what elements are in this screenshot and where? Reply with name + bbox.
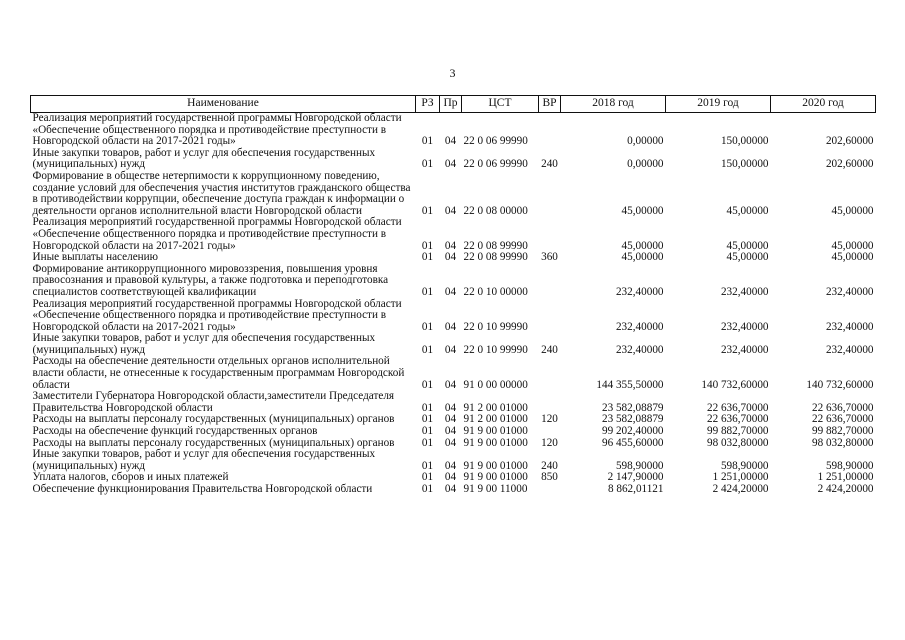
table-row <box>31 171 876 217</box>
cell-name: Расходы на выплаты персоналу государственных (муниципальных) органов <box>32 436 395 449</box>
cell-name: Иные выплаты населению <box>32 251 158 264</box>
cell-pr: 04 <box>444 285 457 298</box>
cell-2020: 1 251,00000 <box>817 471 874 484</box>
cell-2018: 96 455,60000 <box>601 436 664 449</box>
cell-2019: 22 636,70000 <box>706 413 769 426</box>
cell-2020: 2 424,20000 <box>817 483 874 495</box>
cell-cst: 22 0 06 99990 <box>463 135 528 148</box>
cell-name: Заместители Губернатора Новгородской области,заместители Председателя Правительства Новгородской области <box>32 390 395 414</box>
cell-vr <box>539 217 561 252</box>
cell-rz: 01 <box>421 483 434 495</box>
header-cst: ЦСТ <box>462 96 539 113</box>
cell-cst: 91 9 00 01000 <box>463 459 528 472</box>
cell-2019: 140 732,60000 <box>701 378 769 391</box>
cell-pr: 04 <box>444 343 457 356</box>
cell-name: Иные закупки товаров, работ и услуг для обеспечения государственных (муниципальных) нужд <box>32 448 376 472</box>
cell-2019: 2 424,20000 <box>712 483 769 495</box>
table-row <box>31 333 876 356</box>
header-pr: Пр <box>440 96 462 113</box>
cell-2018: 8 862,01121 <box>607 483 664 495</box>
cell-cst: 91 9 00 01000 <box>463 471 528 484</box>
cell-2019: 232,40000 <box>720 285 769 298</box>
cell-cst: 22 0 06 99990 <box>463 158 528 171</box>
cell-vr: 240 <box>541 459 558 472</box>
cell-2019: 232,40000 <box>720 320 769 333</box>
table-row <box>31 391 876 414</box>
table-row <box>31 449 876 472</box>
cell-name: Формирование в обществе нетерпимости к коррупционному поведению, создание условий для обеспечения участия институтов гражданского общества в противодействии коррупции, обеспечение доступа граждан к информации о деятельности органов исполнительной власти Новгородской области <box>32 169 411 217</box>
cell-cst: 22 0 08 99990 <box>463 239 528 252</box>
cell-2020: 140 732,60000 <box>806 378 874 391</box>
cell-2020: 98 032,80000 <box>811 436 874 449</box>
cell-rz: 01 <box>421 135 434 148</box>
page-number: 3 <box>449 66 456 80</box>
cell-vr: 240 <box>541 343 558 356</box>
cell-2020: 202,60000 <box>825 135 874 148</box>
cell-pr: 04 <box>444 483 457 495</box>
table-row <box>31 356 876 391</box>
cell-vr <box>539 299 561 334</box>
cell-pr: 04 <box>444 471 457 484</box>
cell-pr: 04 <box>444 401 457 414</box>
cell-2018: 232,40000 <box>615 285 664 298</box>
cell-2019: 45,00000 <box>726 204 769 217</box>
cell-rz: 01 <box>421 413 434 426</box>
cell-pr: 04 <box>444 251 457 264</box>
cell-pr: 04 <box>444 425 457 438</box>
cell-name: Расходы на обеспечение функций государственных органов <box>32 425 318 438</box>
cell-2019: 150,00000 <box>720 158 769 171</box>
table-row <box>31 148 876 171</box>
table-row <box>31 484 876 496</box>
cell-cst: 22 0 08 00000 <box>463 204 528 217</box>
cell-cst: 22 0 10 99990 <box>463 320 528 333</box>
header-name: Наименование <box>31 96 416 113</box>
cell-cst: 91 2 00 01000 <box>463 413 528 426</box>
cell-name: Расходы на обеспечение деятельности отдельных органов исполнительной власти области, не отнесенные к государственным программам Новгородской области <box>32 355 405 391</box>
cell-2020: 202,60000 <box>825 158 874 171</box>
cell-vr <box>539 356 561 391</box>
cell-rz: 01 <box>421 343 434 356</box>
header-vr: ВР <box>539 96 561 113</box>
table-row <box>31 252 876 264</box>
cell-pr: 04 <box>444 204 457 217</box>
cell-2019: 150,00000 <box>720 135 769 148</box>
header-2019: 2019 год <box>666 96 771 113</box>
cell-rz: 01 <box>421 239 434 252</box>
cell-2019: 1 251,00000 <box>712 471 769 484</box>
cell-2018: 598,90000 <box>615 459 664 472</box>
cell-2019: 22 636,70000 <box>706 401 769 414</box>
cell-rz: 01 <box>421 158 434 171</box>
cell-pr: 04 <box>444 436 457 449</box>
cell-pr: 04 <box>444 320 457 333</box>
header-2018: 2018 год <box>561 96 666 113</box>
cell-vr: 240 <box>541 158 558 171</box>
cell-2020: 99 882,70000 <box>811 425 874 438</box>
cell-2019: 99 882,70000 <box>706 425 769 438</box>
cell-name: Реализация мероприятий государственной программы Новгородской области «Обеспечение общественного порядка и противодействие преступности в Новгородской области на 2017-2021 годы» <box>32 112 402 148</box>
cell-vr: 120 <box>541 413 558 426</box>
cell-2019: 45,00000 <box>726 251 769 264</box>
cell-2020: 232,40000 <box>825 320 874 333</box>
cell-cst: 91 2 00 01000 <box>463 401 528 414</box>
cell-2019: 45,00000 <box>726 239 769 252</box>
cell-rz: 01 <box>421 471 434 484</box>
cell-name: Формирование антикоррупционного мировоззрения, повышения уровня правосознания и правовой культуры, а также подготовка и переподготовка специалистов соответствующей квалификации <box>32 262 389 298</box>
cell-vr <box>539 264 561 299</box>
cell-2018: 232,40000 <box>615 320 664 333</box>
table-row <box>31 217 876 252</box>
cell-name: Иные закупки товаров, работ и услуг для обеспечения государственных (муниципальных) нужд <box>32 332 376 356</box>
cell-2020: 45,00000 <box>831 204 874 217</box>
cell-cst: 91 9 00 01000 <box>463 436 528 449</box>
cell-vr: 850 <box>541 471 558 484</box>
cell-2018: 23 582,08879 <box>601 413 664 426</box>
cell-vr <box>539 391 561 414</box>
cell-cst: 91 9 00 01000 <box>463 425 528 438</box>
cell-cst: 22 0 10 99990 <box>463 343 528 356</box>
cell-2020: 22 636,70000 <box>811 401 874 414</box>
cell-vr <box>539 426 561 438</box>
cell-2020: 232,40000 <box>825 285 874 298</box>
cell-rz: 01 <box>421 320 434 333</box>
cell-rz: 01 <box>421 459 434 472</box>
cell-name: Обеспечение функционирования Правительства Новгородской области <box>32 483 373 495</box>
cell-2018: 232,40000 <box>615 343 664 356</box>
cell-cst: 91 9 00 11000 <box>463 483 528 495</box>
cell-2020: 45,00000 <box>831 239 874 252</box>
header-rz: РЗ <box>416 96 440 113</box>
cell-2018: 45,00000 <box>621 239 664 252</box>
cell-vr <box>539 484 561 496</box>
cell-rz: 01 <box>421 285 434 298</box>
cell-2020: 22 636,70000 <box>811 413 874 426</box>
cell-rz: 01 <box>421 436 434 449</box>
header-2020: 2020 год <box>771 96 876 113</box>
cell-vr: 120 <box>541 436 558 449</box>
cell-2019: 598,90000 <box>720 459 769 472</box>
cell-2020: 232,40000 <box>825 343 874 356</box>
cell-pr: 04 <box>444 135 457 148</box>
cell-2018: 23 582,08879 <box>601 401 664 414</box>
cell-name: Реализация мероприятий государственной программы Новгородской области «Обеспечение общественного порядка и противодействие преступности в Новгородской области на 2017-2021 годы» <box>32 297 402 333</box>
cell-cst: 22 0 10 00000 <box>463 285 528 298</box>
table-row <box>31 299 876 334</box>
cell-2018: 2 147,90000 <box>607 471 664 484</box>
cell-pr: 04 <box>444 413 457 426</box>
cell-name: Реализация мероприятий государственной программы Новгородской области «Обеспечение общественного порядка и противодействие преступности в Новгородской области на 2017-2021 годы» <box>32 216 402 252</box>
cell-name: Расходы на выплаты персоналу государственных (муниципальных) органов <box>32 413 395 426</box>
cell-2019: 232,40000 <box>720 343 769 356</box>
cell-2018: 45,00000 <box>621 251 664 264</box>
cell-rz: 01 <box>421 425 434 438</box>
cell-2018: 0,00000 <box>627 158 664 171</box>
cell-rz: 01 <box>421 251 434 264</box>
cell-name: Уплата налогов, сборов и иных платежей <box>32 471 229 484</box>
cell-rz: 01 <box>421 204 434 217</box>
table-header-row <box>31 96 876 113</box>
table-row <box>31 426 876 438</box>
cell-2020: 598,90000 <box>825 459 874 472</box>
cell-2018: 0,00000 <box>627 135 664 148</box>
cell-cst: 22 0 08 99990 <box>463 251 528 264</box>
cell-2018: 45,00000 <box>621 204 664 217</box>
cell-vr: 360 <box>541 251 558 264</box>
cell-pr: 04 <box>444 239 457 252</box>
cell-2019: 98 032,80000 <box>706 436 769 449</box>
cell-pr: 04 <box>444 459 457 472</box>
cell-2018: 144 355,50000 <box>596 378 664 391</box>
cell-cst: 91 0 00 00000 <box>463 378 528 391</box>
cell-pr: 04 <box>444 158 457 171</box>
budget-table <box>30 95 876 496</box>
table-row <box>31 113 876 148</box>
cell-2018: 99 202,40000 <box>601 425 664 438</box>
cell-vr <box>539 113 561 148</box>
cell-pr: 04 <box>444 378 457 391</box>
cell-rz: 01 <box>421 401 434 414</box>
cell-2020: 45,00000 <box>831 251 874 264</box>
table-row <box>31 264 876 299</box>
cell-vr <box>539 171 561 217</box>
cell-name: Иные закупки товаров, работ и услуг для обеспечения государственных (муниципальных) нужд <box>32 146 376 171</box>
cell-rz: 01 <box>421 378 434 391</box>
